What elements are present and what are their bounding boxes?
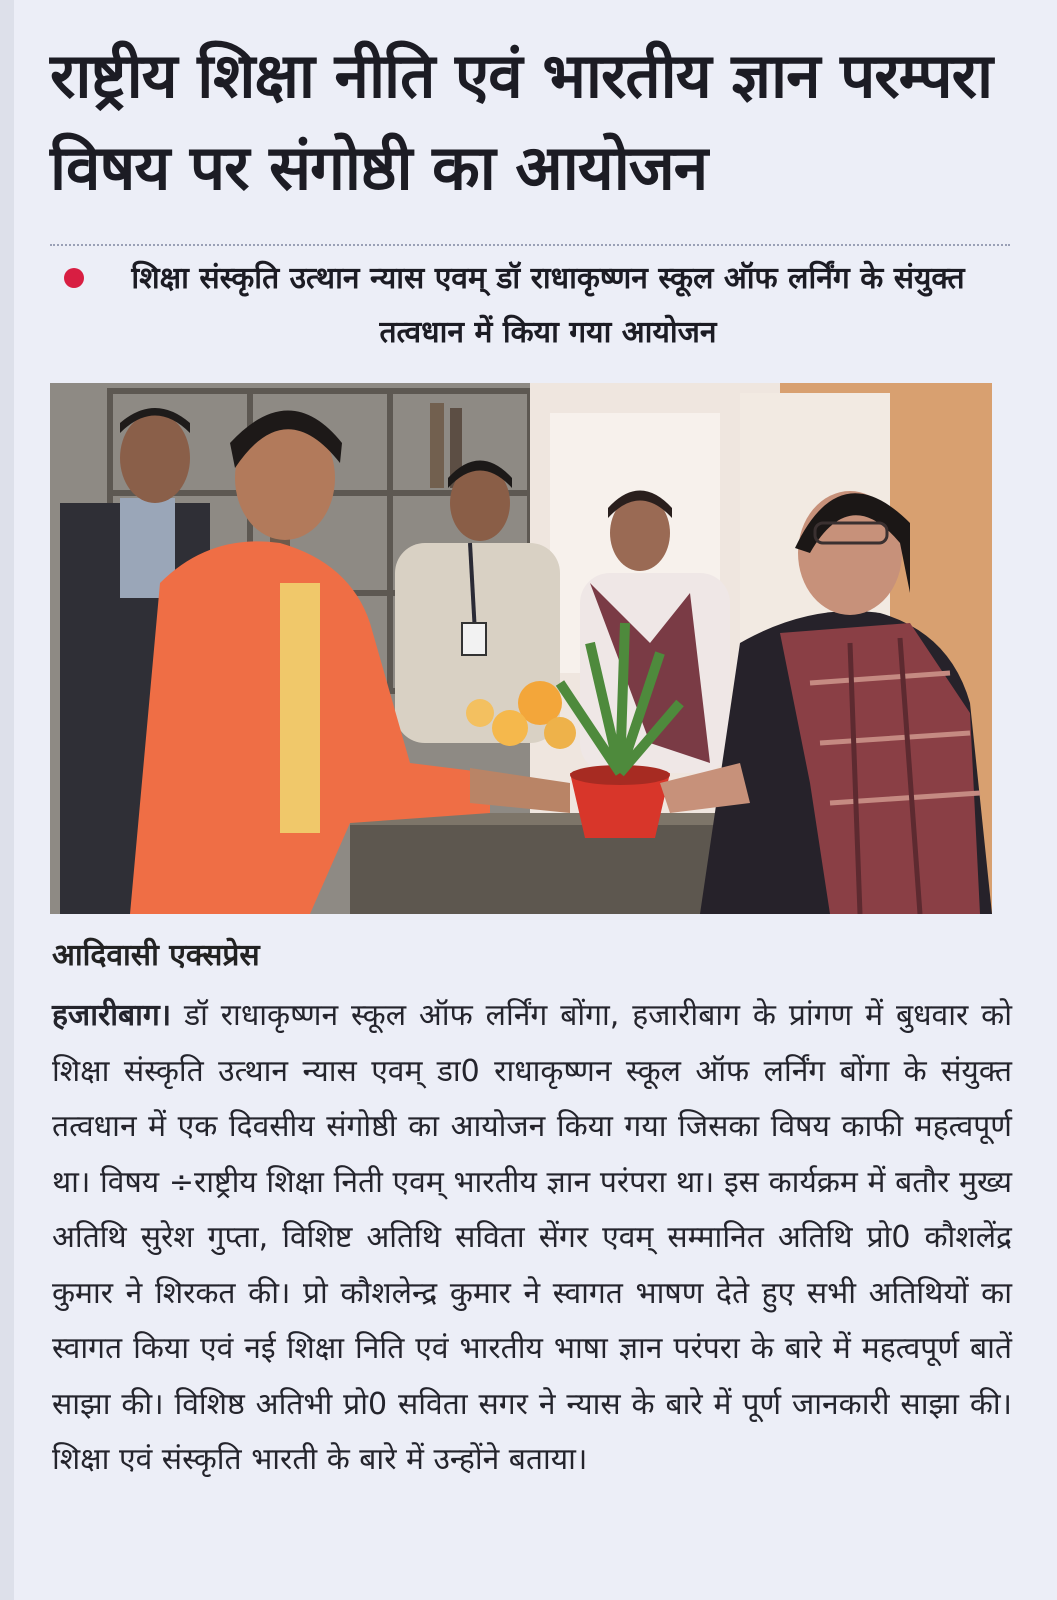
- byline: आदिवासी एक्सप्रेस: [52, 938, 260, 973]
- subheadline-block: [64, 252, 1004, 360]
- bullet-dot-icon: [64, 268, 84, 288]
- article-body-text: डॉ राधाकृष्णन स्कूल ऑफ लर्निंग बोंगा, हजारीबाग के प्रांगण में बुधवार को शिक्षा संस्कृति उत्थान न्यास एवम् डा0 राधाकृष्णन स्कूल ऑफ लर्निंग बोंगा के संयुक्त तत्वधान में एक दिवसीय संगोष्ठी का आयोजन किया गया जिसका विषय काफी महत्वपूर्ण था। विषय ÷राष्ट्रीय शिक्षा निती एवम् भारतीय ज्ञान परंपरा था। इस कार्यक्रम में बतौर मुख्य अतिथि सुरेश गुप्ता, विशिष्ट अतिथि सविता सेंगर एवम् सम्मानित अतिथि प्रो0 कौशलेंद्र कुमार ने शिरकत की। प्रो कौशलेन्द्र कुमार ने स्वागत भाषण देते हुए सभी अतिथियों का स्वागत किया एवं नई शिक्षा निति एवं भारतीय भाषा ज्ञान परंपरा के बारे में महत्वपूर्ण बातें साझा की। विशिष्ठ अतिभी प्रो0 सविता सगर ने न्यास के बारे में पूर्ण जानकारी साझा की। शिक्षा एवं संस्कृति भारती के बारे में उन्होंने बताया।: [52, 998, 1012, 1477]
- headline: राष्ट्रीय शिक्षा नीति एवं भारतीय ज्ञान परम्परा विषय पर संगोष्ठी का आयोजन: [50, 39, 993, 204]
- dateline: हजारीबाग।: [52, 998, 172, 1033]
- article-body: [52, 988, 1012, 1488]
- page-edge: [0, 0, 14, 1600]
- subheadline: शिक्षा संस्कृति उत्थान न्यास एवम् डॉ राधाकृष्णन स्कूल ऑफ लर्निंग के संयुक्त तत्वधान में किया गया आयोजन: [131, 261, 965, 350]
- news-photo: [50, 383, 992, 914]
- divider: [50, 244, 1010, 246]
